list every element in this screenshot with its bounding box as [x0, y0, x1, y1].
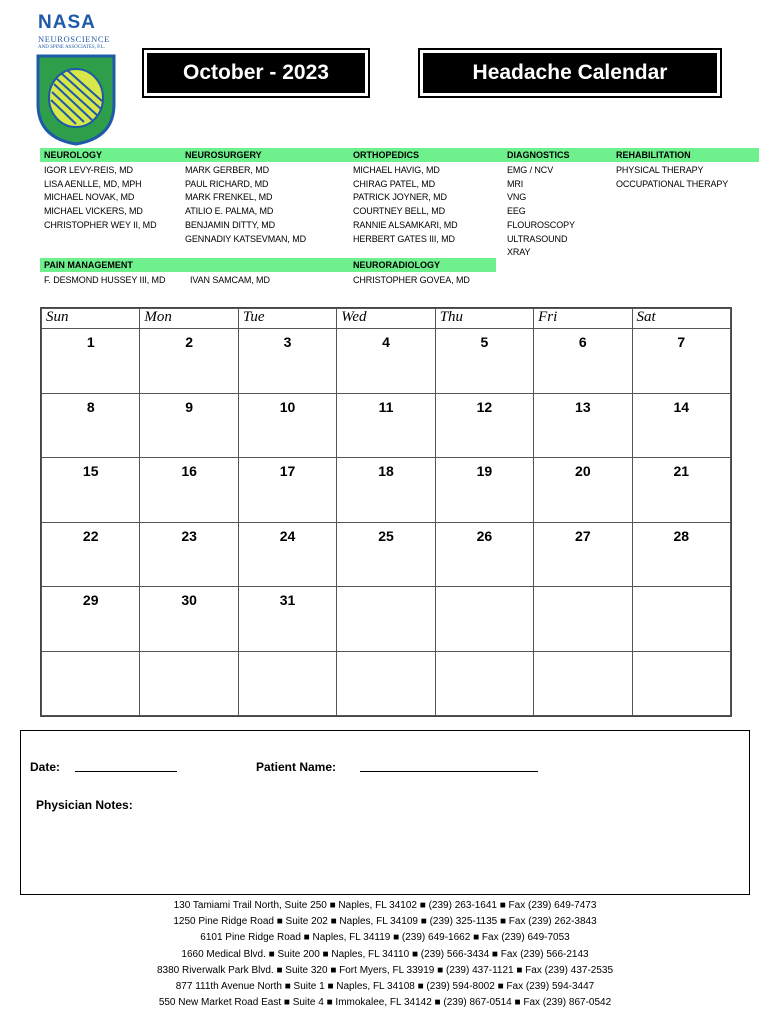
day-number: 7 [677, 334, 686, 350]
calendar-week-row [42, 522, 731, 587]
physician-name: MICHAEL HAVIG, MD [353, 165, 440, 175]
calendar-week-row [42, 329, 731, 394]
physician-notes-area[interactable] [36, 817, 736, 887]
rehabilitation-list [616, 164, 728, 191]
logo-wordmark: NASA [38, 12, 96, 33]
day-number: 6 [578, 334, 587, 350]
calendar-day-cell[interactable] [534, 587, 632, 652]
calendar-day-cell[interactable] [140, 393, 238, 458]
weekday-header: Fri [534, 309, 632, 329]
neurosurgery-list [185, 164, 306, 246]
logo-tagline: AND SPINE ASSOCIATES, P.L. [38, 45, 105, 50]
service-name: EMG / NCV [507, 165, 554, 175]
physician-name: ATILIO E. PALMA, MD [185, 206, 274, 217]
practice-logo [36, 12, 116, 134]
day-number [534, 587, 631, 592]
calendar-day-cell[interactable] [632, 329, 730, 394]
physician-name: MICHAEL VICKERS, MD [44, 206, 143, 217]
weekday-header: Sat [632, 309, 730, 329]
service-name: MRI [507, 178, 524, 189]
calendar-day-cell[interactable] [337, 522, 435, 587]
calendar-day-cell[interactable] [42, 651, 140, 716]
physician-name: MICHAEL NOVAK, MD [44, 192, 135, 203]
physician-name: IVAN SAMCAM, MD [190, 275, 270, 285]
diagnostics-heading: DIAGNOSTICS [507, 150, 570, 160]
calendar-day-cell[interactable] [238, 329, 336, 394]
day-number: 24 [279, 527, 296, 544]
day-number: 3 [283, 334, 292, 350]
day-number: 19 [476, 463, 493, 479]
service-name: VNG [507, 192, 527, 203]
day-number: 27 [575, 527, 591, 544]
service-name: FLOUROSCOPY [507, 219, 575, 230]
day-number: 4 [382, 334, 390, 350]
physician-name: CHRISTOPHER WEY II, MD [44, 219, 157, 230]
pain-management-list [44, 274, 165, 288]
calendar-day-cell[interactable] [337, 393, 435, 458]
logo-subtitle: NEUROSCIENCE [38, 34, 110, 44]
day-number: 29 [82, 592, 99, 608]
orthopedics-list [353, 164, 458, 246]
day-number: 5 [480, 334, 489, 350]
calendar-day-cell[interactable] [534, 651, 632, 716]
calendar-day-cell[interactable] [435, 329, 533, 394]
calendar-day-cell[interactable] [42, 329, 140, 394]
office-address: 8380 Riverwalk Park Blvd. ■ Suite 320 ■ Fort Myers, FL 33919 ■ (239) 437-1121 ■ Fax (239) 437-2535 [156, 964, 614, 976]
calendar-day-cell[interactable] [42, 522, 140, 587]
day-number: 1 [86, 334, 95, 350]
day-number: 23 [181, 527, 197, 544]
calendar-day-cell[interactable] [140, 522, 238, 587]
calendar-week-row [42, 651, 731, 716]
day-number: 30 [181, 592, 197, 608]
calendar-day-cell[interactable] [632, 651, 730, 716]
month-calendar [40, 307, 732, 717]
service-name: OCCUPATIONAL THERAPY [616, 178, 729, 189]
calendar-day-cell[interactable] [238, 651, 336, 716]
calendar-day-cell[interactable] [534, 393, 632, 458]
physician-notes-label: Physician Notes: [36, 798, 133, 812]
patient-name-label: Patient Name: [256, 760, 337, 774]
day-number: 16 [181, 463, 197, 479]
calendar-day-cell[interactable] [140, 458, 238, 523]
day-number: 18 [378, 463, 394, 479]
day-number [633, 587, 730, 592]
calendar-day-cell[interactable] [632, 458, 730, 523]
diagnostics-list [507, 164, 575, 260]
service-name: ULTRASOUND [507, 233, 568, 244]
day-number: 21 [673, 463, 690, 479]
calendar-day-cell[interactable] [534, 458, 632, 523]
calendar-day-cell[interactable] [534, 329, 632, 394]
office-address: 130 Tamiami Trail North, Suite 250 ■ Naples, FL 34102 ■ (239) 263-1641 ■ Fax (239) 649-7473 [173, 900, 597, 911]
day-number [239, 652, 336, 657]
rehabilitation-heading: REHABILITATION [616, 150, 691, 160]
physician-name: COURTNEY BELL, MD [353, 206, 445, 217]
pain-management-heading: PAIN MANAGEMENT [44, 260, 133, 270]
day-number [337, 587, 434, 592]
office-address: 550 New Market Road East ■ Suite 4 ■ Immokalee, FL 34142 ■ (239) 867-0514 ■ Fax (239) 867-0542 [158, 997, 612, 1009]
neurology-heading: NEUROLOGY [44, 150, 103, 160]
day-number: 2 [185, 334, 194, 350]
day-number: 8 [86, 398, 95, 415]
orthopedics-heading: ORTHOPEDICS [353, 150, 420, 160]
calendar-day-cell[interactable] [238, 587, 336, 652]
calendar-title-box [418, 48, 722, 98]
day-number [534, 652, 631, 657]
calendar-day-cell[interactable] [238, 458, 336, 523]
office-address-list [0, 898, 770, 1011]
calendar-day-cell[interactable] [42, 393, 140, 458]
day-number: 14 [673, 398, 690, 415]
brain-shield-icon [36, 54, 116, 146]
calendar-day-cell[interactable] [632, 522, 730, 587]
calendar-day-cell[interactable] [140, 587, 238, 652]
physician-name: BENJAMIN DITTY, MD [185, 219, 276, 230]
physician-name: HERBERT GATES III, MD [353, 233, 455, 244]
office-address: 877 111th Avenue North ■ Suite 1 ■ Naples, FL 34108 ■ (239) 594-8002 ■ Fax (239) 594-3447 [175, 981, 595, 993]
day-number [436, 587, 533, 592]
date-label: Date: [30, 760, 61, 774]
calendar-week-row [42, 587, 731, 652]
calendar-day-cell[interactable] [337, 587, 435, 652]
calendar-day-cell[interactable] [238, 393, 336, 458]
calendar-day-cell[interactable] [435, 587, 533, 652]
month-title-box [142, 48, 370, 98]
month-title: October - 2023 [147, 53, 365, 93]
weekday-header: Tue [238, 309, 336, 329]
physician-name: PAUL RICHARD, MD [185, 178, 269, 189]
day-number [633, 652, 730, 657]
day-number: 11 [378, 398, 394, 415]
calendar-day-cell[interactable] [42, 587, 140, 652]
service-name: XRAY [507, 247, 531, 258]
weekday-header: Sun [42, 309, 140, 329]
calendar-day-cell[interactable] [337, 329, 435, 394]
day-number [42, 652, 139, 657]
physician-name: F. DESMOND HUSSEY III, MD [44, 275, 166, 285]
patient-name-field[interactable] [360, 758, 538, 772]
calendar-day-cell[interactable] [337, 651, 435, 716]
calendar-day-cell[interactable] [140, 329, 238, 394]
neurosurgery-heading: NEUROSURGERY [185, 150, 262, 160]
day-number: 9 [185, 398, 194, 415]
physician-name: MARK FRENKEL, MD [185, 192, 273, 203]
day-number: 20 [575, 463, 591, 479]
day-number: 17 [279, 463, 296, 479]
calendar-day-cell[interactable] [435, 651, 533, 716]
calendar-title: Headache Calendar [423, 53, 717, 93]
office-address: 1250 Pine Ridge Road ■ Suite 202 ■ Naples, FL 34109 ■ (239) 325-1135 ■ Fax (239) 262-3843 [173, 916, 597, 928]
physician-name: GENNADIY KATSEVMAN, MD [185, 233, 306, 244]
day-number: 10 [279, 398, 296, 415]
day-number: 28 [673, 527, 690, 544]
notes-form [20, 730, 750, 895]
physician-name: LISA AENLLE, MD, MPH [44, 178, 142, 189]
day-number: 13 [575, 398, 591, 415]
date-field[interactable] [75, 758, 177, 772]
weekday-header: Mon [140, 309, 238, 329]
calendar-day-cell[interactable] [435, 393, 533, 458]
physician-name: MARK GERBER, MD [185, 165, 270, 175]
calendar-day-cell[interactable] [238, 522, 336, 587]
calendar-day-cell[interactable] [435, 522, 533, 587]
pain-management-list-2 [190, 274, 270, 288]
calendar-day-cell[interactable] [337, 458, 435, 523]
office-address: 1660 Medical Blvd. ■ Suite 200 ■ Naples, FL 34110 ■ (239) 566-3434 ■ Fax (239) 566-2143 [181, 948, 589, 960]
neuroradiology-heading: NEURORADIOLOGY [353, 260, 441, 270]
physician-name: PATRICK JOYNER, MD [353, 192, 447, 203]
calendar-week-row [42, 458, 731, 523]
day-number [337, 652, 434, 657]
calendar-week-row [42, 393, 731, 458]
calendar-day-cell[interactable] [435, 458, 533, 523]
service-name: PHYSICAL THERAPY [616, 165, 704, 175]
day-number: 12 [476, 398, 493, 415]
day-number: 25 [378, 527, 394, 544]
day-number [140, 652, 237, 657]
day-number: 31 [279, 592, 296, 608]
day-number: 26 [476, 527, 493, 544]
calendar-day-cell[interactable] [632, 393, 730, 458]
weekday-header: Wed [337, 309, 435, 329]
day-number [436, 652, 533, 657]
calendar-day-cell[interactable] [140, 651, 238, 716]
neurology-list [44, 164, 156, 233]
calendar-day-cell[interactable] [42, 458, 140, 523]
calendar-day-cell[interactable] [534, 522, 632, 587]
physician-name: CHRISTOPHER GOVEA, MD [353, 275, 470, 285]
calendar-day-cell[interactable] [632, 587, 730, 652]
physician-name: RANNIE ALSAMKARI, MD [353, 219, 458, 230]
physician-name: CHIRAG PATEL, MD [353, 178, 436, 189]
day-number: 22 [82, 527, 99, 544]
weekday-header: Thu [435, 309, 533, 329]
weekday-header-row [42, 309, 731, 329]
service-name: EEG [507, 206, 526, 217]
day-number: 15 [82, 463, 99, 479]
neuroradiology-list [353, 274, 470, 288]
office-address: 6101 Pine Ridge Road ■ Naples, FL 34119 ■ (239) 649-1662 ■ Fax (239) 649-7053 [200, 932, 570, 944]
physician-name: IGOR LEVY-REIS, MD [44, 165, 133, 175]
